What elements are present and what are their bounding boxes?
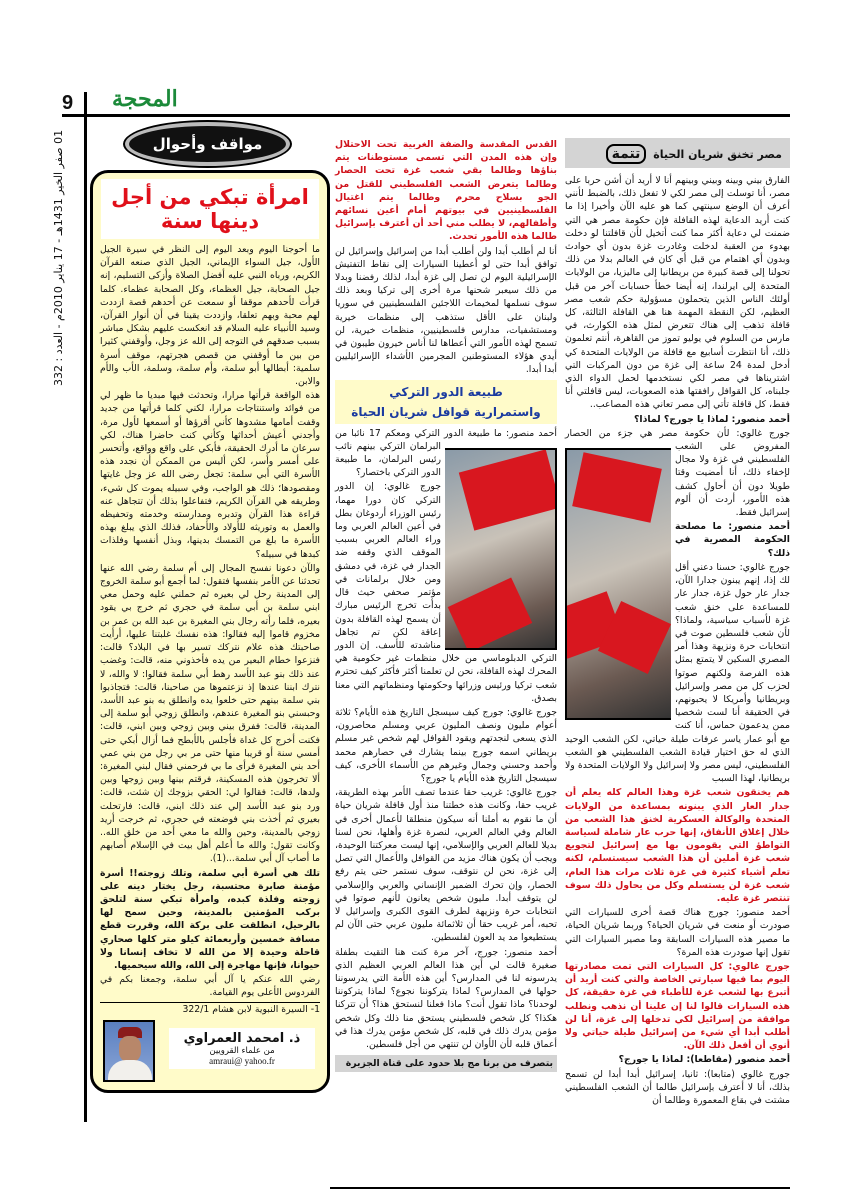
section-badge: مواقف وأحوال [125,122,290,166]
middle-column-text [335,138,557,1072]
paragraph: هذه الواقعة قرأتها مرارا، وتحدثت فيها مبديا ما ظهر لي من فوائد واستنتاجات مرارا، لكني كلما قرأتها من جديد وقفت أمامها مشدوها كأني أقرؤها أو أسمعها لأول مرة، وأجدني أعيش أحداثها وكأني كنت حاضرا هناك، لكي سرعان ما أدرك الحقيقة، فأبكي على واقع وواقع، وأتحسر على أمسر وأسر، لكن أليس من الممكن أن نجدد هذه الأسرة التي أبي سلمة: تجعل رضى الله عز وجل غايتها ومقصودها؛ ذلك هو الواجب، وفي سبيله يموت كل شيء، وطريقه هي القرآن الكريم، فتفاعلوا بذلك أن تتجاهل عنه قراءة هذا القرآن وتدبره ومدارسته وخدمته وتحفيظه والعمل به وتوريثه للأولاد والأحفاد، فذلك الذي يبلغ بهذه الأسرة ما بلغ من التمسك بدينها، وبذل أنفسها وفلذات كبدها في سبيله؟ [100,390,320,560]
paragraph: جورج غالوي: كل السيارات التي تمت مصادرتها اليوم بما فيها سيارتي الخاصة والتي كنت أريد أن أتبرع بها لشعب غزة للأطباء في غزة حقيقة، كل هذه السيارات قالوا لنا إن علينا أن نذهب ونطلب موافقة من إسرائيل لكي تدخلها إلى غزة، أنا لن أطلب أبدا أي شيء من إسرائيل طيلة حياتي ولا أنوي أن أفعل ذلك الآن. [565,960,790,1052]
paragraph: جورج غالوي: لأن حكومة مصر هي جزء من الحصار المفروض على الشعب الفلسطيني في غزة ولا مجال لإخفاء ذلك، أنا أمضيت وقتا طويلا دون أن أحاول كشف هذه الأمور، أردت أن ألوم إسرائيل فقط. [565,427,790,519]
right-column-text [565,174,790,1108]
paragraph: جورج غالوي: حسنا دعني أقل لك إذا، إنهم يبنون جدارا الآن، جدار عار حول غزة، جدار عار للمساعدة على خنق شعب غزة لأسباب سياسية، ولماذا؟ لأن شعب فلسطين صوت في انتخابات حرة ونزيهة وهذا أمر المصري السكين لا يتمتع بمثل هذه الفرصة ولكنهم صوتوا لحزب كل من مصر وإسرائيل وبريطانيا وأمريكا لا يحبونهم، في الحقيقة أنا لست شخصيا ممن يدعمون حماس، أنا كنت مع أبو عمار ياسر عرفات طيلة حياتي، لكن الشعب الوحيد الذي له حق اختيار قيادة الشعب الفلسطيني هو الشعب الفلسطيني، ليس مصر ولا إسرائيل ولا الولايات المتحدة ولا بريطانيا، لهذا السبب [565,561,790,785]
footer-rule [330,1187,790,1189]
paragraph: تلك هي أسرة أبي سلمة، وتلك زوجته!! أسرة مؤمنة صابرة محتسبة، رجل يختار دينه على زوجته وفلذة كبده، وامرأة تبكي سنة لتلحق بركب المؤمنين بالمدينة، وحين سمح لها بالرحيل، انطلقت على بركة الله، وقررت قطع مسافة خمسين وأربعمائة كيلو متر كلها صحاري قاحلة وحيدة إلا من الله لا تخاف إنسانا ولا حيوانا، فإنها مهاجرة إلى الله، والله سيحميها. [100,867,320,971]
paragraph: أحمد منصور: ما طبيعة الدور التركي ومعكم 17 نائبا من البرلمان التركي بينهم نائب رئيس البرلمان، ما طبيعة الدور التركي باختصار؟ [335,427,557,479]
subheading [335,380,557,424]
paragraph: والآن دعونا نفسح المجال إلى أم سلمة رضي الله عنها تحدثنا عن الأمر بنفسها فتقول: لما أجمع أبو سلمة الخروج إلى المدينة رحل لي بعيره ثم حملني عليه وحمل معي ابني سلمة بن أبي سلمة في حجري ثم خرج بي يقود بعيره، فلما رأته رجال بني المغيرة بن عبد الله بن عمر بن مخزوم قاموا إليه فقالوا: هذه نفسك غلبتنا عليها، أرأيت صاحبتك هذه علام نتركك تسير بها في البلاد؟ قالت: فنزعوا خطام البعير من يده فأخذوني منه، قالت: وغضب عند ذلك بنو عبد الأسد رهط أبي سلمة فقالوا: لا والله، لا نترك ابننا عندها إذ نزعتموها من صاحبنا، قالت: فتجاذبوا بني سلمة بينهم حتى خلعوا يده وانطلق به بنو عبد الأسد، وحبسني بنو المغيرة عندهم، وانطلق زوجي أبو سلمة إلى المدينة، قالت: ففرق بيني وبين زوجي وبين ابني، قالت: فكنت أخرج كل غداة فأجلس بالأبطح فما أزال أبكي حتى أمسي سنة أو قريبا منها حتى مر بي رجل من بني عمي أحد بني المغيرة فرأى ما بي فرحمني فقال لبني المغيرة: ألا تخرجون هذه المسكينة، فرقتم بينها وبين زوجها وبين ولدها، قالت: فقالوا لي: الحقي بزوجك إن شئت، قالت: ورد بنو عبد الأسد إلي عند ذلك ابني، قالت: فارتحلت بعيري ثم أخذت بني فوضعته في حجري، ثم خرجت أريد زوجي بالمدينة، وحين والله ما معي أحد من خلق الله.. وكانت تقول: والله ما أعلم أهل بيت في الإسلام أصابهم ما أصاب آل أبي سلمة...(1). [100,562,320,865]
paragraph: أحمد منصور: جورج، آخر مرة كنت هنا التقيت بطفلة صغيرة قالت لي أين هذا العالم العربي العظيم الذي يدرسونه لنا في المدارس؟ أين هذه الأمة التي يدرسوننا حولها في المدارس؟ لماذا يتركوننا نجوع؟ لماذا يتركوننا لوحدنا؟ ماذا تقول أنت؟ ماذا فعلنا لنستحق هذا؟ أن تتركنا هكذا؟ كل شخص فلسطيني يستحق منا ذلك وكل شخص مؤمن يدرك ذلك في قلبه، كل شخص مؤمن يدرك هذا في أعماق قلبه لأن الأوان لن تنتهي من أجل فلسطين. [335,946,557,1050]
continuation-tag: تتمة [606,144,647,164]
author-affiliation: من علماء القرويين [209,1045,275,1056]
paragraph: أحمد منصور (مقاطعا): لماذا يا جورج؟ [618,1054,790,1066]
convoy-photo-right-part [565,448,671,720]
author-email: amraui@ yahoo.fr [209,1055,275,1066]
page-number: 9 [62,92,74,114]
paragraph: أحمد منصور: لماذا يا جورج؟ لماذا؟ [634,413,790,425]
paragraph: أحمد منصور: ما مصلحة الحكومة المصرية في ذلك؟ [675,521,790,559]
issue-date-strip: 01 صفر الخير 1431هـ - 17 يناير 2010م - العدد : 332 [52,130,65,387]
paragraph: جورج غالوي: إن الدور التركي كان دورا مهما، رئيس الوزراء أردوغان بطل في أعين العالم العربي وما وراء العالم العربي بسبب الموقف الذي وقفه ضد الجدار في غزة، في دمشق ومن خلال برلمانات في مؤتمر صحفي حيث قال بدأت تخرج الرئيس مبارك أن يسمح لهذه القافلة بدون إعاقة لكن تم تجاهل مناشدته للأسف. إن الدور التركي الدبلوماسي من خلال منظمات غير حكومية هي المحرك لهذه القافلة، نحن لن تعلمنا أكثر فأكثر كيف تحترم شعب تركيا ورئيس وزرائها وحكومتها ومنظماتهم التي معنا بصدق. [335,481,557,704]
paragraph: رضي الله عنكم يا آل أبي سلمة، وجمعنا بكم في الفردوس الأعلى يوم القيامة. [100,974,320,999]
paragraph: ما أحوجنا اليوم وبعد اليوم إلى النظر في سيرة الجيل الأول، جيل السواء الإيماني، الجيل الذي صنعه القرآن الكريم، ورباه النبي عليه أفضل الصلاة وأزكى التسليم، إنه جيل الصحابة، جيل العظماء، وكل الصحابة عظماء. كلما قرأت لأحدهم موقفا أو سمعت عن أحدهم قصة ازددت لهم محبة وبهم تعلقا، وازددت يقينا في أن أنوار القرآن، وسيد الأنبياء عليه السلام قد انعكست عليهم بشكل مباشر بسبب صدقهم في التوجه إلى الله عز وجل، وأوقفني كثيرا من بين ما أوقفني من قصص هجرتهم، موقف أسرة سلمية: أبطالها أبو سلمة، وأم سلمة، وسلمة، الأب والأم والابن. [100,244,320,388]
subheading-line: واستمرارية قوافل شريان الحياة [351,404,541,419]
author-photo [103,1020,155,1082]
paragraph: جورج غالوي: غريب حقا عندما تصف الأمر بهذه الطريقة، غريب حقا، وكانت هذه خطتنا منذ أول قافلة شريان حياة أن ما نقوم به أملنا أنه سيكون منطلقا لأعمال أخرى في العالم وفي العالم العربي، لنصرة غزة وأهلها، نحن لسنا بديلا للعالم العربي والإسلامي، إنها ليست معركتنا الوحيدة، ويجب أن يكون هناك مزيد من القوافل والأعمال التي تصل إلى غزة، نحن لن نتوقف، سوف نستمر حتى يتم رفع الحصار، وإن تحرك الضمير الإنساني والعربي والإسلامي لن يتوقف أبدا. مليون شخص يعانون لأنهم صوتوا في انتخابات حرة ونزيهة لطرف القوى الكبرى وإسرائيل لا تحبه، أمر غريب حقا أن ثلاثمائة مليون عربي حتى الآن لم يستطيعوا مد يد العون لفلسطين. [335,787,557,944]
author-name: ذ. امحمد العمراوي [183,1030,301,1046]
footnote: 1- السيرة النبوية لابن هشام 322/1 [100,1002,320,1016]
paragraph: جورج غالوي (متابعا): ثانيا، إسرائيل أبدا أبدا لن تسمح بذلك، أنا لا أعترف بإسرائيل طالما أن الشعب الفلسطيني مشتت في بقاع المعمورة وطالما أن [565,1068,790,1107]
author-info [169,1028,315,1069]
paragraph: القدس المقدسة والضفة الغربية تحت الاحتلال وإن هذه المدن التي تسمى مستوطنات يتم بناؤها وطالما بقي شعب غزة تحت الحصار وطالما يتعرض الشعب الفلسطيني للقتل من الجو بسلاح محرم وطالما يتم اغتيال الفلسطينيين في بيوتهم أمام أعين نسائهم وأطفالهم، لا يطلب مني أحد أن أعترف بإسرائيل طالما هذه الأمور تحدث. [335,139,557,243]
heading-text: مصر تخنق شريان الحياة [653,148,782,161]
paragraph: الفارق بيني وبينه وبيني وبينهم أنا لا أريد أن أشن حربا على مصر، أنا توسلت إلى مصر لكي لا تفعل ذلك، بالضبط لأنني أعرف أن الوضع سينتهي كما هو عليه الآن وأخيرا إذا ما كنت أريد الدعاية لهذه القافلة فإن حكومة مصر هي التي ضمنت لي دعاية أكثر مما كنت أتخيل لأن قافلتنا لو دخلت بهدوء من العقبة لدخلت وغادرت غزة بدون أي حوادث وبدون أي اهتمام من قبل أي كان في العالم بدلا من ذلك تحولنا إلى قصة كبيرة من بريطانيا إلى ماليزيا، من الولايات المتحدة إلى ايرلندا، إنه أيضا خطأ حسابات آخر من قبل أولئك الناس الذين يتحملون مسؤولية حكم شعب مصر العظيم، لكن النقطة المهمة هنا هي القافلة الثالثة، كل قافلة تذهب إلى هناك تتعرض لمثل هذه الكوارث، في مارس من السلوم في يوليو تموز من القاهرة، أنتم تعلمون ذلك، أنا انتظرت أسابيع مع قافلة من الولايات المتحدة كي أدخل لمدة 24 ساعة إلى غزة من دون المركبات التي اشتريناها في مصر لكي نستخدمها لحمل الدواء الذي جلبناه، كل القوافل رافقتها هذه الصعوبات، ليس قافلتي أنا فقط، كل قافلة تأتي إلى مصر تعاني هذه المصاعب.. [565,175,790,411]
margin-rule [84,92,87,1122]
source-note: بتصرف من برنا مج بلا حدود على قناة الجزيرة [335,1055,557,1072]
article-heading [565,138,790,168]
left-column-text [93,243,327,1016]
convoy-photo-middle-part [445,448,557,650]
publication-logo: المحجة [112,86,178,112]
paragraph: جورج غالوي: جورج كيف سيسجل التاريخ هذه الأيام؟ ثلاثة أعوام مليون ونصف المليون عربي ومسلم محاصرون، الذي يسعى لنجدتهم ويقود القوافل لهم شخص غير مسلم بريطاني اسمه جورج بينما يشارك في حصارهم محمد وأحمد وحسني وجمال وغيرهم من الأسماء الأخرى، كيف سيسجل التاريخ هذه الأيام يا جورج؟ [335,706,557,784]
header-rule [62,114,790,117]
article-title: امرأة تبكي من أجل دينها سنة [101,179,319,239]
article-box [90,170,330,1093]
paragraph: أحمد منصور: جورج هناك قصة أخرى للسيارات التي صودرت أو منعت في شريان الحياة؟ وربما شريان الحياة، ما مصير هذه السيارات السابقة وما مصير السيارات التي تقول إنها صودرت هذه المرة؟ [565,907,790,958]
paragraph: أنا لم أطلب أبدا ولن أطلب أبدا من إسرائيل وإسرائيل لن توافق أبدا حتى لو أعطينا السيارات إلى نقاط التفتيش الإسرائيلية اليوم لن تصل إلى غزة أبدا، لذلك رفضنا وبدلا من ذلك سيعبر شحنها مرة أخرى إلى تركيا وبعد ذلك سوف نسلمها لمخيمات اللاجئين الفلسطينيين في سوريا ولبنان على الأقل ستذهب إلى منظمات خيرية ومستشفيات، مدارس فلسطينيين، منظمات خيرية، لن تسمح لهذه الأمور التي أعطاها لنا أناس خيرون طيبون في أيدي هؤلاء المستوطنين المجرمين الأشداء الإسرائيليين أبدا أبدا. [335,245,557,376]
author-block [101,1020,319,1084]
paragraph: هم يخنقون شعب غزة وهذا العالم كله يعلم أن جدار العار الذي يبنونه بمساعدة من الولايات المتحدة والوكالة العسكرية لخنق هذا الشعب من خلال إغلاق الأنفاق، إنها حرب عار شاملة لسياسة التواطؤ التي يقومون بها مع إسرائيل لتجويع شعب غزة أملين أن هذا الشعب سيستسلم، لكنه تعلم أشياء كثيرة في غزة ثلاث مرات هذا العام، شعب غزة لن يستسلم وكل من يحاول ذلك سوف تنتصر غزة عليه. [565,787,790,904]
subheading-line: طبيعة الدور التركي [389,384,503,399]
